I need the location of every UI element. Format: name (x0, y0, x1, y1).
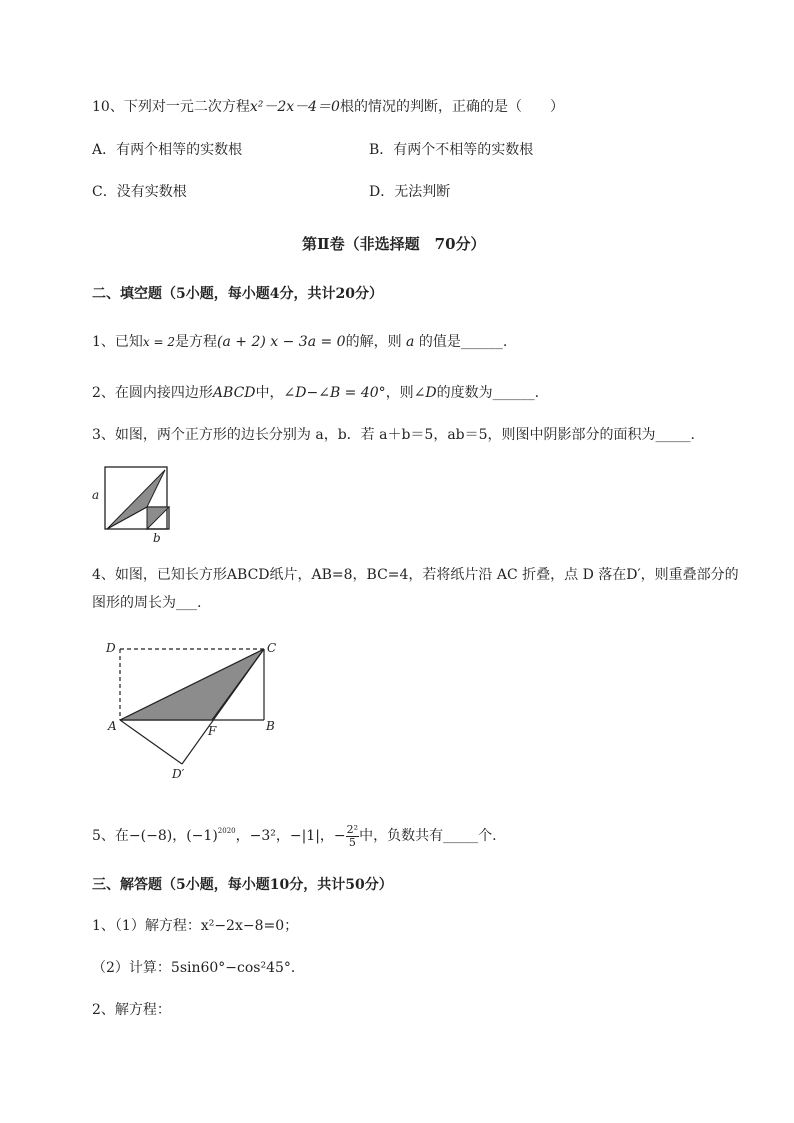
q10-stem-suffix: 根的情况的判断，正确的是（ ） (339, 99, 564, 115)
fill-q1-var: a (406, 334, 415, 350)
fill-q5-suffix: 中，负数共有_____个. (359, 828, 497, 844)
q10-stem-prefix: 10、下列对一元二次方程 (92, 99, 250, 115)
label-D-prime: D′ (172, 767, 185, 781)
section3-heading: 三、解答题（5小题，每小题10分，共计50分） (92, 877, 393, 893)
shaded-triangle-right (147, 507, 169, 529)
big-square (105, 467, 167, 529)
fill-q3: 3、如图，两个正方形的边长分别为 a，b．若 a＋b＝5，ab＝5，则图中阴影部分的面积为_____. (92, 427, 695, 443)
fill-q2-angle: ∠D (413, 385, 437, 401)
solve-q1b: （2）计算：5sin60°−cos²45°． (92, 960, 305, 976)
fill-q1-end: 的值是______. (418, 334, 508, 350)
edge-ad-prime (120, 720, 182, 764)
fill-q5-more: ，−3²，−|1|，− (235, 828, 346, 844)
fill-q2-relation: ∠D−∠B = 40° (283, 385, 386, 401)
fill-q4-line1: 4、如图，已知长方形ABCD纸片，AB=8，BC=4，若将纸片沿 AC 折叠，点 D 落在D′，则重叠部分的 (92, 567, 739, 583)
fill-q2-shape: ABCD (212, 385, 256, 401)
label-F: F (208, 724, 217, 738)
fill-q1-equation: (a + 2) x − 3a = 0 (217, 334, 346, 350)
fill-q2-mid: 中， (255, 385, 284, 401)
fill-q2 (92, 384, 539, 402)
q10-option-b: B．有两个不相等的实数根 (369, 142, 534, 158)
fill-q3-figure (88, 462, 178, 546)
fill-q4-line2: 图形的周长为___. (92, 595, 202, 611)
fill-q5-exp: 2020 (217, 827, 236, 835)
fill-q5-items: −(−8)，(−1) (128, 828, 218, 844)
label-a: a (92, 488, 100, 502)
solve-q1a: 1、（1）解方程：x²−2x−8=0； (92, 918, 299, 934)
q10-option-a: A．有两个相等的实数根 (92, 142, 243, 158)
fill-q1-cond: x = 2 (142, 335, 176, 349)
label-D: D (106, 641, 116, 655)
fill-q5-frac-den: 5 (348, 835, 356, 849)
fill-q2-suffix: ，则 (385, 385, 414, 401)
q10-stem (92, 98, 564, 116)
fill-q5-prefix: 5、在 (92, 828, 129, 844)
label-b: b (153, 531, 161, 545)
q10-equation: x²－2x－4＝0 (249, 99, 340, 115)
fill-q1-suffix: 的解，则 (345, 334, 402, 350)
fill-q1-prefix: 1、已知 (92, 334, 143, 350)
solve-q2: 2、解方程： (92, 1002, 171, 1018)
part2-title: 第Ⅱ卷（非选择题 70分） (302, 235, 486, 253)
fill-q5-fraction (346, 824, 359, 849)
label-C: C (267, 641, 277, 655)
fill-q1-mid: 是方程 (175, 334, 218, 350)
q10-option-c: C．没有实数根 (92, 184, 187, 200)
section2-heading: 二、填空题（5小题，每小题4分，共计20分） (92, 286, 383, 302)
overlap-triangle (120, 649, 264, 720)
fill-q4-figure (100, 634, 290, 784)
q10-option-d: D．无法判断 (369, 184, 451, 200)
fill-q5-frac-num: 2² (346, 822, 359, 836)
fill-q1 (92, 333, 507, 351)
fill-q5 (92, 816, 497, 851)
label-A: A (108, 719, 117, 733)
fill-q2-prefix: 2、在圆内接四边形 (92, 385, 213, 401)
fill-q2-end: 的度数为______. (436, 385, 540, 401)
label-B: B (266, 719, 275, 733)
